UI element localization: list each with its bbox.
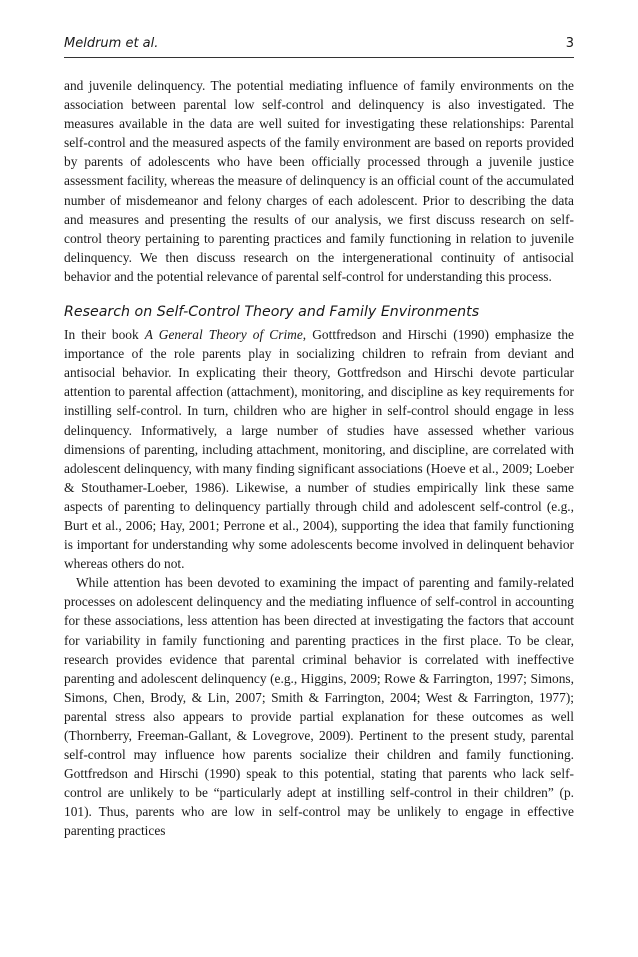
article-body bbox=[64, 76, 574, 841]
section-heading: Research on Self-Control Theory and Family Environments bbox=[64, 304, 480, 321]
section-paragraph-1 bbox=[64, 325, 574, 573]
p2-intro-text: In their book bbox=[64, 327, 145, 343]
header-rule bbox=[64, 57, 574, 58]
section-paragraph-2: While attention has been devoted to examining the impact of parenting and family-related processes on adolescent delinquency and the mediating influence of self-control in accounting for these associations, less attention has been directed at investigating the factors that account for variability in family functioning and parenting practices in the first place. To be clear, research provides evidence that parental criminal behavior is correlated with ineffective parenting and adolescent delinquency (e.g., Higgins, 2009; Rowe & Farrington, 1997; Simons, Simons, Chen, Brody, & Lin, 2007; Smith & Farrington, 2004; West & Farrington, 1977); parental stress also appears to provide partial explanation for these outcomes as well (Thornberry, Freeman-Gallant, & Lovegrove, 2009). Pertinent to the present study, parental self-control may influence how parents socialize their children and family functioning. Gottfredson and Hirschi (1990) speak to this potential, stating that parents who lack self-control are unlikely to be “particularly adept at instilling self-control in their children” (p. 101). Thus, parents who are low in self-control may be unlikely to engage in effective parenting practices bbox=[64, 575, 574, 839]
book-title: A General Theory of Crime bbox=[144, 327, 303, 343]
running-header-author: Meldrum et al. bbox=[64, 36, 159, 51]
page-number: 3 bbox=[565, 36, 574, 51]
intro-paragraph: and juvenile delinquency. The potential mediating influence of family environments on the association between parental low self-control and delinquency is also investigated. The measures available in the data are well suited for investigating these relationships: Parental self-control and the measured aspects of the family environment are based on reports provided by parents of adolescents who have been officially processed through a juvenile justice assessment facility, whereas the measure of delinquency is an official count of the accumulated number of misdemeanor and felony charges of each adolescent. Prior to describing the data and measures and presenting the results of our analysis, we first discuss research on self-control theory pertaining to parenting practices and family functioning in relation to juvenile delinquency. We then discuss research on the intergenerational continuity of antisocial behavior and the potential relevance of parental self-control for understanding this process. bbox=[64, 78, 574, 284]
p2-rest-text: , Gottfredson and Hirschi (1990) emphasize the importance of the role parents play in socializing children to refrain from deviant and antisocial behavior. In explicating their theory, Gottfredson and Hirschi devote particular attention to parental affection (attachment), monitoring, and discipline as key requirements for instilling self-control. In turn, children who are higher in self-control should engage in less delinquency. Informatively, a large number of studies have assessed whether various dimensions of parenting, including attachment, monitoring, and discipline, are correlated with adolescent delinquency, with many finding significant associations (Hoeve et al., 2009; Loeber & Stouthamer-Loeber, 1986). Likewise, a number of studies empirically link these same aspects of parenting to delinquency partially through child and adolescent self-control (e.g., Burt et al., 2006; Hay, 2001; Perrone et al., 2004), supporting the idea that family functioning is important for understanding why some adolescents become involved in delinquent behavior whereas others do not. bbox=[64, 327, 574, 572]
